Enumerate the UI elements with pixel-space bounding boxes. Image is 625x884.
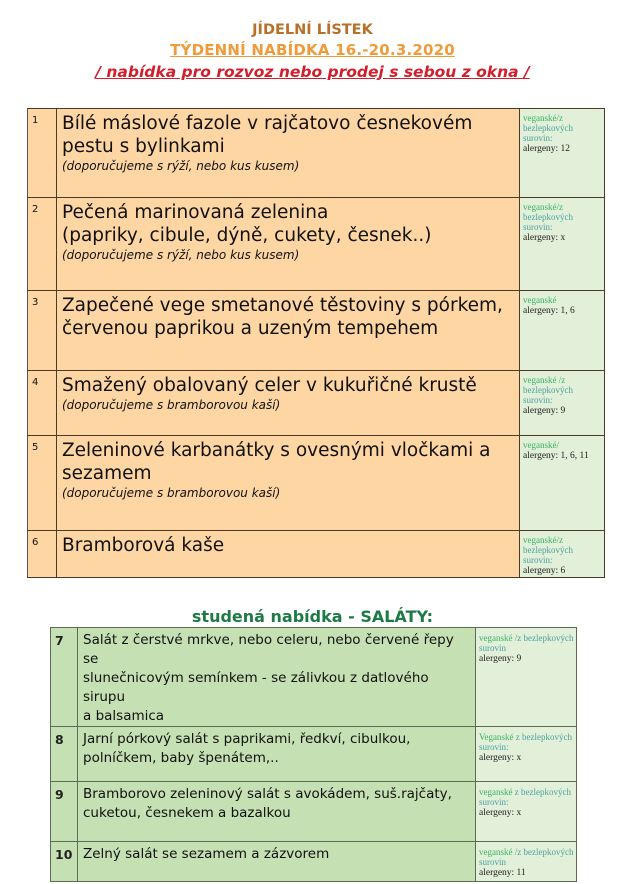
dish-name-line: Jarní pórkový salát s paprikami, ředkví, cibulkou,: [83, 731, 411, 747]
diet-info-cell: [520, 531, 605, 578]
item-number: 7: [51, 628, 78, 727]
item-number: 5: [28, 436, 57, 531]
menu-row: [28, 198, 605, 291]
dish-name-line: sezamem: [62, 463, 152, 484]
week-heading: TÝDENNÍ NABÍDKA 16.-20.3.2020: [170, 41, 455, 59]
allergens: alergeny: x: [523, 233, 566, 243]
allergens: alergeny: 1, 6, 11: [523, 451, 589, 461]
dish-name-line: a balsamica: [83, 708, 165, 724]
vegan-label: veganské: [479, 847, 513, 857]
gluten-free-label: bezlepkových: [523, 385, 573, 395]
vegan-label: veganské: [479, 633, 513, 643]
gluten-free-label: z bezlepkových: [513, 732, 572, 742]
menu-row: [28, 531, 605, 578]
dish-name-line: Bílé máslové fazole v rajčatovo česnekovém: [62, 113, 473, 134]
dish-name-line: Zeleninové karbanátky s ovesnými vločkami a: [62, 440, 491, 461]
allergens: alergeny: 9: [523, 406, 566, 416]
salad-menu-table: [50, 627, 577, 882]
dish-cell: [78, 628, 476, 727]
gluten-free-label: z bezlepkových: [512, 787, 571, 797]
menu-title: JÍDELNÍ LÍSTEK: [252, 22, 373, 38]
allergens: alergeny: 1, 6: [523, 306, 575, 316]
vegan-label: veganské/z: [523, 202, 563, 212]
dish-cell: [57, 436, 520, 531]
allergens: alergeny: 12: [523, 144, 571, 154]
vegan-label: veganské: [523, 295, 557, 305]
gluten-free-label: surovin:: [479, 742, 509, 752]
diet-info-cell: [520, 109, 605, 198]
diet-line: [479, 730, 574, 742]
gluten-free-label: surovin:: [523, 555, 553, 565]
dish-cell: [78, 842, 476, 882]
dish-name-line: pestu s bylinkami: [62, 136, 225, 157]
diet-line: [479, 785, 574, 797]
diet-info-cell: [520, 436, 605, 531]
item-number: 9: [51, 782, 78, 842]
gluten-free-label: surovin:: [523, 133, 553, 143]
gluten-free-label: /z bezlepkových: [512, 633, 574, 643]
item-number: 2: [28, 198, 57, 291]
menu-row: [28, 109, 605, 198]
item-number: 6: [28, 531, 57, 578]
allergens: alergeny: x: [479, 808, 522, 818]
dish-name-line: cuketou, česnekem a bazalkou: [83, 805, 291, 821]
dish-name-line: Zapečené vege smetanové těstoviny s pórkem,: [62, 295, 503, 316]
diet-info-cell: [476, 842, 577, 882]
diet-line: [479, 845, 574, 857]
allergens: alergeny: 9: [479, 654, 522, 664]
gluten-free-label: bezlepkových: [523, 212, 573, 222]
vegan-label: veganské: [479, 787, 513, 797]
dish-name-line: polníčkem, baby špenátem,..: [83, 750, 279, 766]
dish-cell: [57, 109, 520, 198]
menu-row: [28, 291, 605, 371]
dish-cell: [57, 531, 520, 578]
gluten-free-label: surovin:: [479, 797, 509, 807]
allergens: alergeny: 6: [523, 566, 566, 576]
gluten-free-label: bezlepkových: [523, 123, 573, 133]
gluten-free-label: bezlepkových: [523, 545, 573, 555]
diet-info-cell: [520, 291, 605, 371]
dish-name-line: slunečnicovým semínkem - se zálivkou z datlového sirupu: [83, 670, 429, 705]
dish-cell: [57, 291, 520, 371]
vegan-label: Veganské: [479, 732, 514, 742]
diet-info-cell: [520, 198, 605, 291]
dish-name-line: červenou paprikou a uzeným tempehem: [62, 318, 439, 339]
serving-suggestion: (doporučujeme s rýží, nebo kus kusem): [62, 248, 300, 262]
hot-menu-table: [27, 108, 605, 578]
item-number: 1: [28, 109, 57, 198]
salad-row: [51, 842, 577, 882]
allergens: alergeny: 11: [479, 868, 526, 878]
dish-name-line: Salát z čerstvé mrkve, nebo celeru, nebo červené řepy se: [83, 632, 454, 667]
diet-info-cell: [476, 727, 577, 782]
dish-cell: [78, 727, 476, 782]
dish-name-line: Zelný salát se sezamem a zázvorem: [83, 846, 330, 862]
delivery-subtitle: / nabídka pro rozvoz nebo prodej s sebou z okna /: [95, 63, 530, 81]
allergens: alergeny: x: [479, 753, 522, 763]
dish-cell: [57, 198, 520, 291]
salad-row: [51, 628, 577, 727]
gluten-free-label: /z bezlepkových: [512, 847, 574, 857]
serving-suggestion: (doporučujeme s bramborovou kaší): [62, 486, 281, 500]
serving-suggestion: (doporučujeme s rýží, nebo kus kusem): [62, 159, 300, 173]
diet-info-cell: [520, 371, 605, 436]
diet-line: [479, 631, 574, 643]
gluten-free-label: surovin: [479, 643, 506, 653]
dish-name-line: (papriky, cibule, dýně, cukety, česnek..): [62, 225, 432, 246]
dish-name-line: Pečená marinovaná zelenina: [62, 202, 329, 223]
menu-row: [28, 371, 605, 436]
vegan-label: veganské/: [523, 440, 559, 450]
item-number: 3: [28, 291, 57, 371]
dish-cell: [78, 782, 476, 842]
vegan-label: veganské/z: [523, 535, 563, 545]
vegan-label: veganské/z: [523, 113, 563, 123]
dish-cell: [57, 371, 520, 436]
gluten-free-label: surovin: [479, 857, 506, 867]
salad-row: [51, 727, 577, 782]
menu-row: [28, 436, 605, 531]
dish-name-line: Smažený obalovaný celer v kukuřičné krustě: [62, 375, 477, 396]
salad-row: [51, 782, 577, 842]
diet-info-cell: [476, 628, 577, 727]
dish-name-line: Bramborová kaše: [62, 535, 225, 556]
gluten-free-label: surovin:: [523, 395, 553, 405]
item-number: 4: [28, 371, 57, 436]
serving-suggestion: (doporučujeme s bramborovou kaší): [62, 398, 281, 412]
vegan-label: veganské /z: [523, 375, 566, 385]
cold-section-title: studená nabídka - SALÁTY:: [191, 607, 434, 626]
diet-info-cell: [476, 782, 577, 842]
item-number: 8: [51, 727, 78, 782]
gluten-free-label: surovin:: [523, 222, 553, 232]
item-number: 10: [51, 842, 78, 882]
dish-name-line: Bramborovo zeleninový salát s avokádem, suš.rajčaty,: [83, 786, 452, 802]
